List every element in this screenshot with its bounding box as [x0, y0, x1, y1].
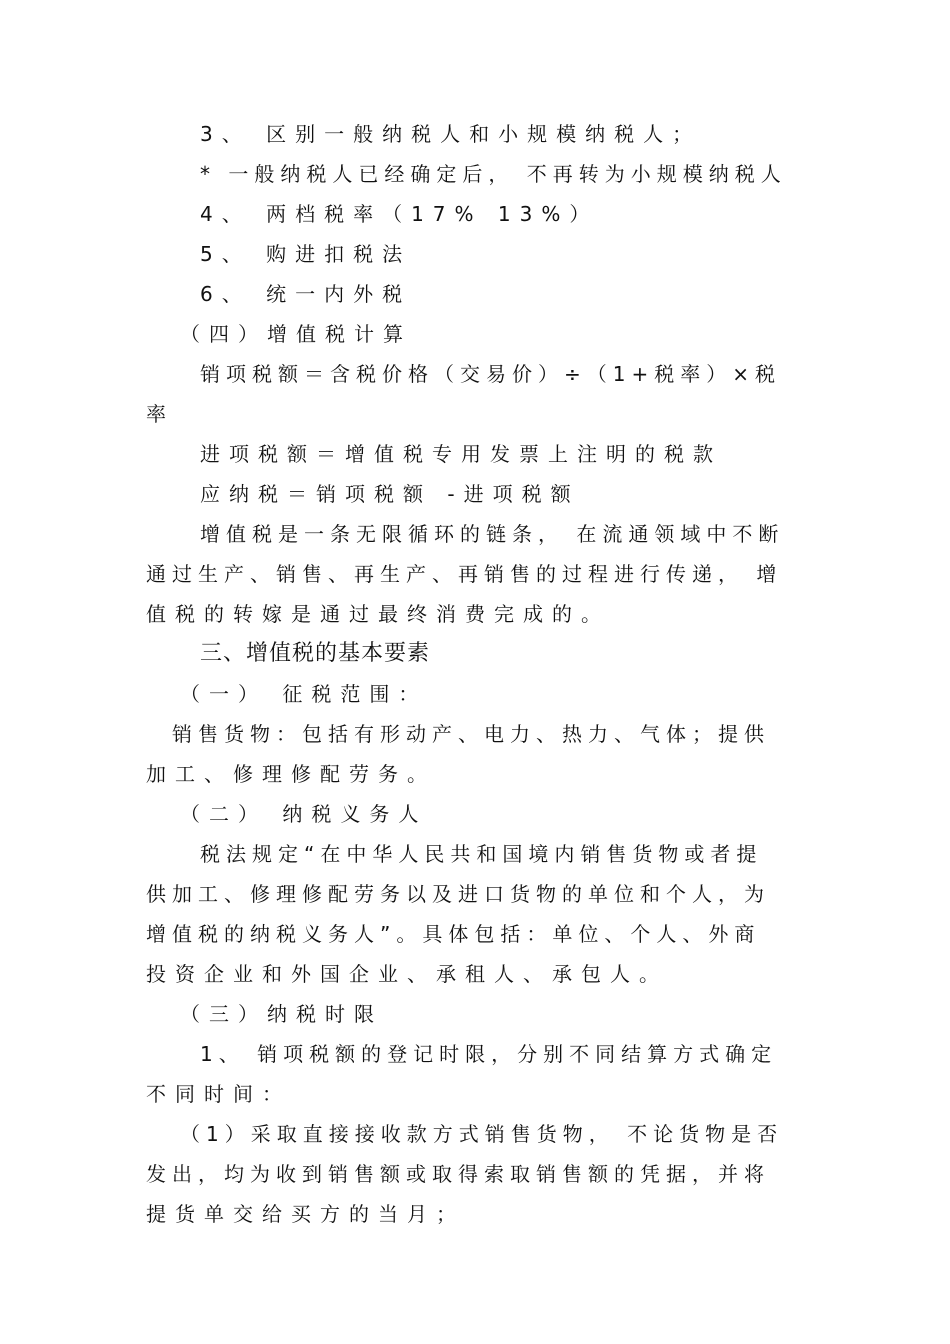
paragraph-timing-line-4: 发出，均为收到销售额或取得索取销售额的凭据，并将 [146, 1162, 770, 1186]
paragraph-timing-line-3: （1）采取直接接收款方式销售货物， 不论货物是否 [180, 1122, 784, 1146]
subsection-heading-3: （三）纳税时限 [180, 1002, 383, 1026]
paragraph-taxpayer-line-4: 投资企业和外国企业、承租人、承包人。 [146, 962, 668, 986]
text-line-input-tax: 进项税额＝增值税专用发票上注明的税款 [200, 442, 722, 466]
paragraph-line-1: 增值税是一条无限循环的链条， 在流通领域中不断 [200, 522, 785, 546]
paragraph-timing-line-2: 不同时间： [146, 1082, 291, 1106]
text-line-4: 5、 购进扣税法 [200, 242, 412, 266]
section-title-3: 三、增值税的基本要素 [200, 641, 431, 666]
text-line-5: 6、 统一内外税 [200, 282, 412, 306]
subsection-heading-2: （二） 纳税义务人 [180, 802, 428, 826]
text-line-1: 3、 区别一般纳税人和小规模纳税人； [200, 122, 702, 146]
section-heading-4: （四）增值税计算 [180, 322, 412, 346]
text-line-tax-payable: 应纳税＝销项税额 -进项税额 [200, 482, 580, 506]
paragraph-line-2: 通过生产、销售、再生产、再销售的过程进行传递， 增 [146, 562, 783, 586]
paragraph-scope-line-2: 加工、修理修配劳务。 [146, 762, 436, 786]
subsection-heading-1: （一） 征税范围： [180, 682, 428, 706]
paragraph-timing-line-5: 提货单交给买方的当月； [146, 1202, 465, 1226]
paragraph-scope-line-1: 销售货物：包括有形动产、电力、热力、气体；提供 [172, 722, 770, 746]
text-line-output-tax: 销项税额＝含税价格（交易价）÷（1+税率）×税 [200, 362, 781, 386]
text-line-2: * 一般纳税人已经确定后， 不再转为小规模纳税人 [200, 162, 787, 186]
paragraph-taxpayer-line-3: 增值税的纳税义务人”。具体包括：单位、个人、外商 [146, 922, 761, 946]
text-line-output-tax-cont: 率 [146, 402, 175, 426]
text-line-3: 4、 两档税率（17% 13%） [200, 202, 599, 226]
paragraph-taxpayer-line-1: 税法规定“在中华人民共和国境内销售货物或者提 [200, 842, 763, 866]
paragraph-line-3: 值税的转嫁是通过最终消费完成的。 [146, 602, 610, 626]
paragraph-taxpayer-line-2: 供加工、修理修配劳务以及进口货物的单位和个人，为 [146, 882, 770, 906]
paragraph-timing-line-1: 1、 销项税额的登记时限，分别不同结算方式确定 [200, 1042, 778, 1066]
